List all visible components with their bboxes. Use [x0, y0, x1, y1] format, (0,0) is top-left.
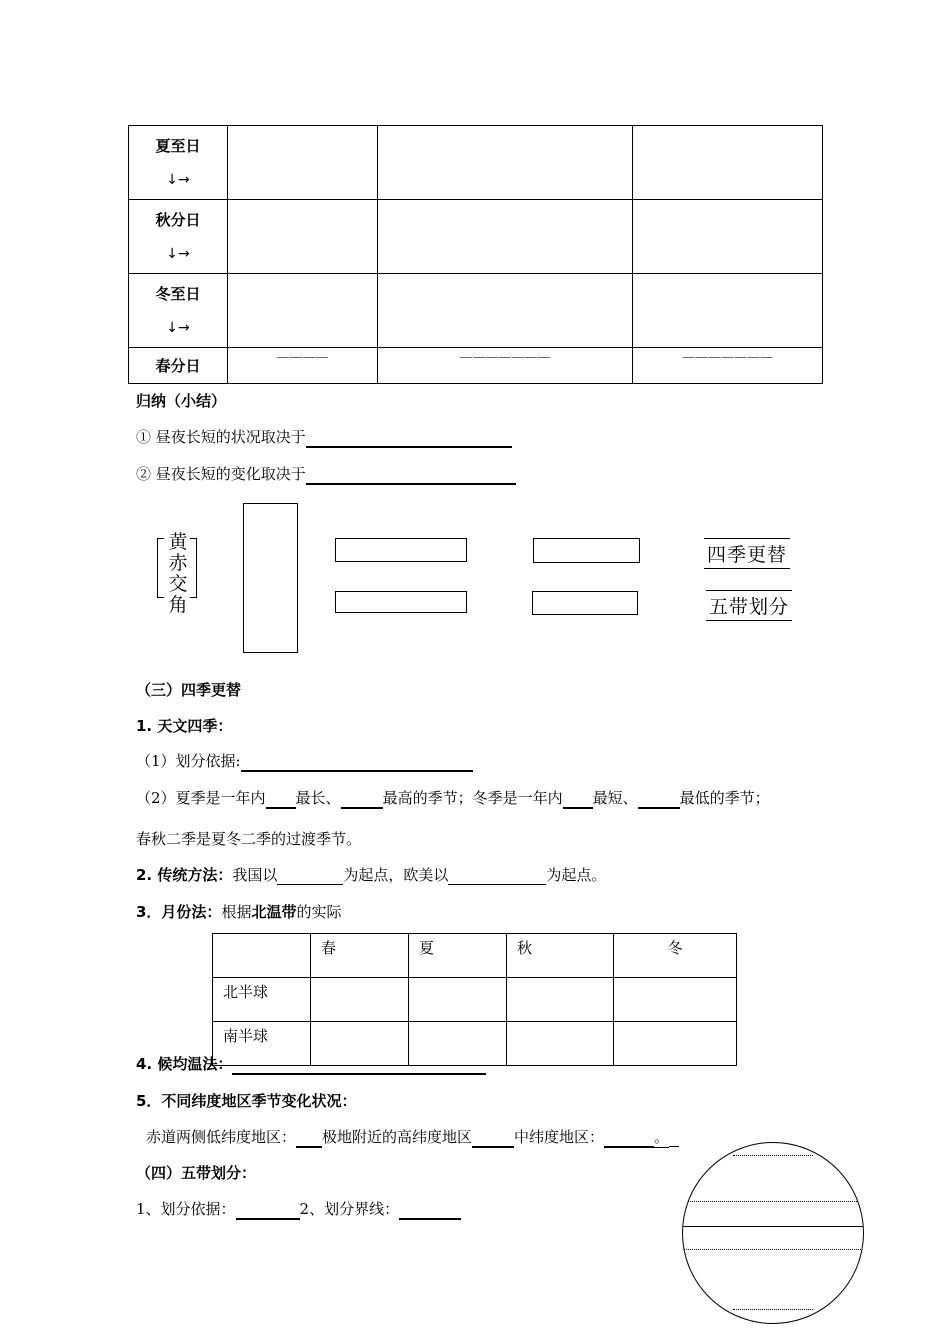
s4: 4. 候均温法：	[136, 1053, 486, 1075]
summary-heading: 归纳（小结）	[136, 392, 227, 410]
table-cell[interactable]	[507, 978, 614, 1022]
s1-1: （1）划分依据:	[136, 750, 473, 772]
table-header-cell: 夏	[409, 934, 507, 978]
s3: 3．月份法：根据北温带的实际	[136, 903, 342, 921]
blank-line[interactable]	[306, 428, 512, 448]
zones-label-box: 五带划分	[706, 590, 792, 621]
tall-answer-box[interactable]	[243, 503, 298, 653]
table-cell[interactable]	[378, 126, 633, 200]
dotted-line	[683, 1249, 863, 1250]
blank-line[interactable]	[563, 789, 593, 809]
table-row-label: 北半球	[213, 978, 311, 1022]
table-header-cell	[213, 934, 311, 978]
section-heading-zones: （四）五带划分：	[136, 1164, 257, 1182]
s1-3: 春秋二季是夏冬二季的过渡季节。	[136, 830, 362, 848]
blank-line[interactable]	[236, 1200, 300, 1220]
table-cell[interactable]	[311, 978, 409, 1022]
equator-line	[683, 1226, 863, 1227]
left-bracket	[157, 538, 164, 598]
s5-title: 5．不同纬度地区季节变化状况：	[136, 1092, 357, 1110]
table-cell[interactable]	[228, 126, 378, 200]
table-row-label: 南半球	[213, 1022, 311, 1066]
blank-line[interactable]	[277, 866, 343, 885]
table-cell[interactable]	[378, 200, 633, 274]
dotted-line	[733, 1309, 813, 1310]
dash-cell: ————	[228, 348, 378, 384]
blank-line[interactable]	[604, 1128, 654, 1148]
section-heading-seasons: （三）四季更替	[136, 681, 242, 699]
s1-title: 1. 天文四季：	[136, 717, 233, 735]
arrow-icon: ↓→	[166, 245, 190, 262]
blank-line[interactable]	[472, 1128, 514, 1148]
blank-line[interactable]	[266, 789, 296, 809]
table-header-cell: 冬	[614, 934, 737, 978]
dotted-line	[683, 1201, 863, 1202]
dotted-line	[733, 1155, 813, 1156]
solstice-table	[128, 125, 823, 384]
row-autumn-equinox: 秋分日 ↓→	[129, 200, 228, 274]
arrow-icon: ↓→	[166, 319, 190, 336]
answer-box[interactable]	[533, 538, 640, 563]
blank-line[interactable]	[306, 465, 516, 485]
blank-line[interactable]	[232, 1055, 486, 1075]
table-header-cell: 春	[311, 934, 409, 978]
blank-line[interactable]	[399, 1200, 461, 1220]
row-winter-solstice: 冬至日 ↓→	[129, 274, 228, 348]
row-summer-solstice: 夏至日 ↓→	[129, 126, 228, 200]
answer-box[interactable]	[335, 591, 467, 613]
table-cell[interactable]	[228, 274, 378, 348]
table-cell[interactable]	[378, 274, 633, 348]
dash-cell: ———————	[633, 348, 823, 384]
table-cell[interactable]	[228, 200, 378, 274]
summary-item-1: ① 昼夜长短的状况取决于	[136, 426, 512, 448]
blank-line[interactable]	[341, 789, 383, 809]
s1-2: （2）夏季是一年内 最长、 最高的季节；冬季是一年内 最短、 最低的季节；	[136, 789, 770, 807]
row-spring-equinox: 春分日	[129, 348, 228, 384]
dash-cell: ———————	[378, 348, 633, 384]
table-cell[interactable]	[409, 978, 507, 1022]
table-cell[interactable]	[614, 978, 737, 1022]
obliquity-label: 黄 赤 交 角	[168, 531, 188, 616]
earth-zones-circle	[682, 1142, 864, 1324]
zones-line: 1、划分依据： 2、划分界线：	[136, 1198, 461, 1220]
arrow-icon: ↓→	[166, 171, 190, 188]
month-season-table	[212, 933, 737, 1066]
blank-line[interactable]	[448, 866, 546, 885]
table-cell[interactable]	[633, 274, 823, 348]
answer-box[interactable]	[335, 538, 467, 562]
table-cell[interactable]	[633, 126, 823, 200]
s5-line: 赤道两侧低纬度地区： 极地附近的高纬度地区 中纬度地区： 。	[146, 1126, 679, 1148]
right-bracket	[190, 538, 197, 598]
answer-box[interactable]	[532, 591, 638, 615]
summary-item-2: ② 昼夜长短的变化取决于	[136, 463, 516, 485]
blank-line[interactable]	[241, 752, 473, 772]
s2: 2. 传统方法：我国以 为起点，欧美以 为起点。	[136, 866, 607, 884]
table-cell[interactable]	[633, 200, 823, 274]
table-cell[interactable]	[614, 1022, 737, 1066]
table-cell[interactable]	[507, 1022, 614, 1066]
table-header-cell: 秋	[507, 934, 614, 978]
blank-line[interactable]	[296, 1128, 322, 1148]
seasons-label-box: 四季更替	[704, 538, 790, 569]
blank-line[interactable]	[638, 789, 680, 809]
